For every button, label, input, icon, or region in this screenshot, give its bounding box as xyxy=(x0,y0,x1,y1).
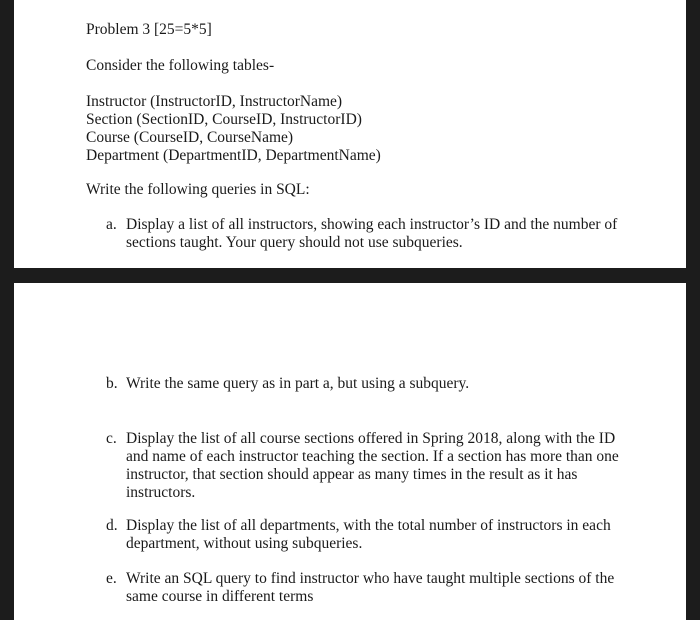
table-definition: Section (SectionID, CourseID, InstructorID) xyxy=(86,111,362,128)
table-definition: Department (DepartmentID, DepartmentName) xyxy=(86,147,381,164)
item-letter: c. xyxy=(106,430,117,447)
problem-title: Problem 3 [25=5*5] xyxy=(86,21,212,38)
item-letter: d. xyxy=(106,517,118,534)
document-page-1 xyxy=(14,0,686,268)
document-page-2 xyxy=(14,283,686,620)
item-text-line: Display a list of all instructors, showing each instructor’s ID and the number of xyxy=(126,216,618,233)
item-letter: a. xyxy=(106,216,117,233)
item-text-line: Display the list of all departments, with the total number of instructors in each xyxy=(126,517,611,534)
item-text-line: Write the same query as in part a, but using a subquery. xyxy=(126,375,470,392)
item-text-line: instructors. xyxy=(126,484,196,501)
instruction-text: Write the following queries in SQL: xyxy=(86,181,310,198)
item-text-line: same course in different terms xyxy=(126,588,314,605)
item-text-line: Display the list of all course sections offered in Spring 2018, along with the ID xyxy=(126,430,616,447)
item-text-line: instructor, that section should appear as many times in the result as it has xyxy=(126,466,578,483)
item-letter: b. xyxy=(106,375,118,392)
intro-text: Consider the following tables- xyxy=(86,57,275,74)
table-definition: Course (CourseID, CourseName) xyxy=(86,129,294,146)
item-text-line: Write an SQL query to find instructor who have taught multiple sections of the xyxy=(126,570,615,587)
item-text-line: department, without using subqueries. xyxy=(126,535,363,552)
item-text-line: and name of each instructor teaching the section. If a section has more than one xyxy=(126,448,619,465)
item-letter: e. xyxy=(106,570,117,587)
item-text-line: sections taught. Your query should not use subqueries. xyxy=(126,234,463,251)
table-definition: Instructor (InstructorID, InstructorName) xyxy=(86,93,343,110)
